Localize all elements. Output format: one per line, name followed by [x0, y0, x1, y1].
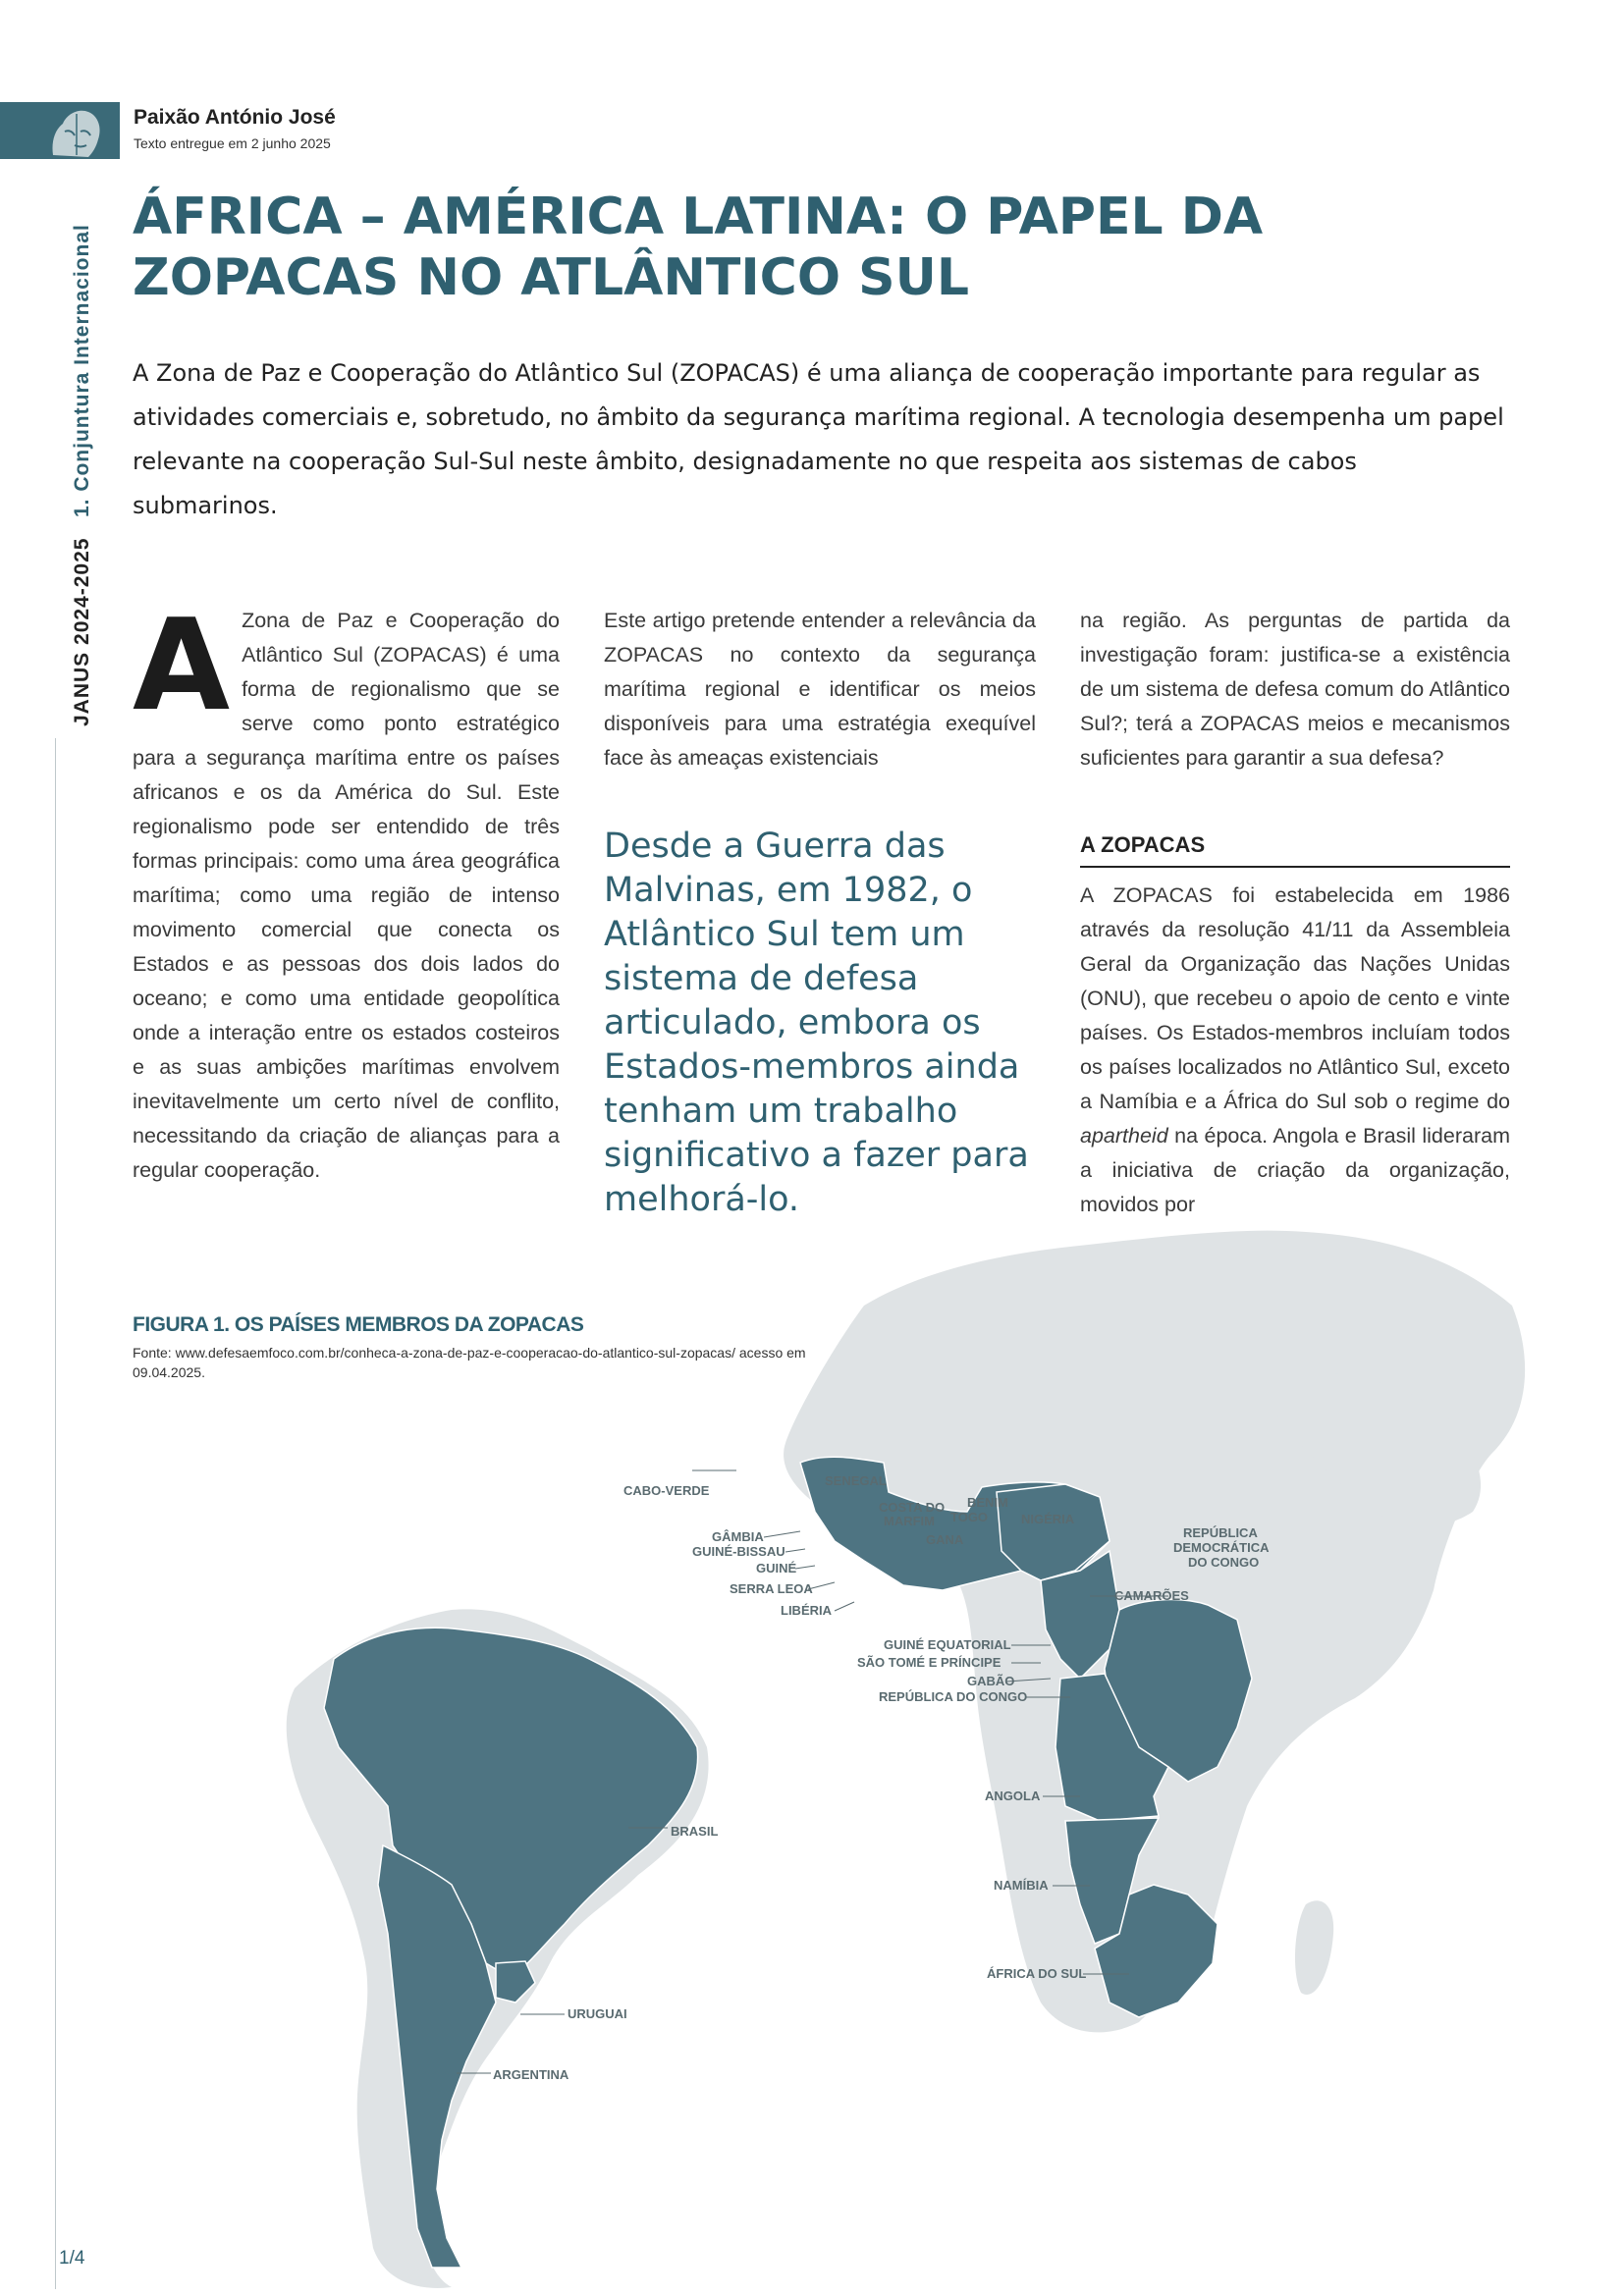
label-rep-congo: REPÚBLICA DO CONGO: [879, 1689, 1028, 1704]
label-costa-do: COSTA DO: [879, 1500, 946, 1515]
label-sao-tome: SÃO TOMÉ E PRÍNCIPE: [857, 1655, 1001, 1670]
label-benim: BENIM: [967, 1495, 1008, 1510]
label-marfim: MARFIM: [884, 1514, 935, 1528]
figure-title: FIGURA 1. OS PAÍSES MEMBROS DA ZOPACAS: [133, 1313, 584, 1336]
madagascar: [1295, 1900, 1333, 1995]
label-uruguai: URUGUAI: [568, 2006, 627, 2021]
page-number: 1/4: [59, 2248, 85, 2269]
section-name: 1. Conjuntura Internacional: [71, 224, 93, 518]
label-cabo-verde: CABO-VERDE: [623, 1483, 710, 1498]
janus-logo-icon: [45, 102, 108, 159]
label-togo: TOGO: [950, 1510, 989, 1524]
label-serra-leoa: SERRA LEOA: [730, 1581, 813, 1596]
section-heading: A ZOPACAS: [1080, 832, 1510, 868]
label-brasil: BRASIL: [671, 1824, 719, 1839]
label-camaroes: CAMARÕES: [1114, 1588, 1189, 1603]
body-column-1: [133, 593, 560, 1188]
label-senegal: SENEGAL: [825, 1473, 887, 1488]
body-text-3b: A ZOPACAS foi estabelecida em 1986 através da resolução 41/11 da Assembleia Geral da Organização das Nações Unidas (ONU), que recebeu o apoio de cento e vinte países. Os Estados-membros incluíam todos os países localizados no Atlântico Sul, exceto a Namíbia e a África do Sul sob o regime do: [1080, 883, 1510, 1113]
author-name: Paixão António José: [134, 106, 336, 129]
member-states: [324, 1457, 1252, 2268]
label-angola: ANGOLA: [985, 1789, 1041, 1803]
label-nigeria: NIGÉRIA: [1021, 1512, 1075, 1526]
figure-source: Fonte: www.defesaemfoco.com.br/conheca-a-zona-de-paz-e-cooperacao-do-atlantico-sul-zopacas/ acesso em 09.04.2025.: [133, 1345, 806, 1380]
drop-cap: A: [133, 593, 231, 739]
body-text-3c: na época. Angola e Brasil lideraram a iniciativa de criação da organização, movidos por: [1080, 1124, 1510, 1216]
italic-term: apartheid: [1080, 1124, 1168, 1148]
label-namibia: NAMÍBIA: [994, 1878, 1049, 1893]
label-rdc-2: DEMOCRÁTICA: [1173, 1540, 1270, 1555]
body-text-1: Zona de Paz e Cooperação do Atlântico Sul (ZOPACAS) é uma forma de regionalismo que se serve como ponto estratégico para a segurança marítima entre os países africanos e os da América do Sul. Este regionalismo pode ser entendido de três formas principais: como uma área geográfica marítima; como uma região de intenso movimento comercial que conecta os Estados e as pessoas dos dois lados do oceano; e como uma entidade geopolítica onde a interação entre os estados costeiros e as suas ambições marítimas envolvem inevitavelmente um certo nível de conflito, necessitando da criação de alianças para a regular cooperação.: [133, 609, 560, 1182]
body-column-3: na região. As perguntas de partida da investigação foram: justifica-se a existência de um sistema de defesa comum do Atlântico Sul?; terá a ZOPACAS meios e mecanismos suficientes para garantir a sua defesa?: [1080, 609, 1510, 770]
label-guine-bissau: GUINÉ-BISSAU: [692, 1544, 785, 1559]
delivery-date: Texto entregue em 2 junho 2025: [134, 135, 331, 151]
article-title: ÁFRICA – AMÉRICA LATINA: O PAPEL DA ZOPACAS NO ATLÂNTICO SUL: [133, 187, 1264, 307]
pull-quote: Desde a Guerra das Malvinas, em 1982, o Atlântico Sul tem um sistema de defesa articulado, embora os Estados-membros ainda tenham um trabalho significativo a fazer para melhorá-lo.: [604, 827, 1029, 1219]
label-gabao: GABÃO: [967, 1674, 1015, 1688]
label-guine: GUINÉ: [756, 1561, 797, 1575]
body-column-2: Este artigo pretende entender a relevância da ZOPACAS no contexto da segurança marítima regional e identificar os meios disponíveis para uma estratégia exequível face às ameaças existenciais: [604, 609, 1036, 770]
label-argentina: ARGENTINA: [493, 2067, 569, 2082]
label-gana: GANA: [926, 1532, 964, 1547]
article-lead: A Zona de Paz e Cooperação do Atlântico Sul (ZOPACAS) é uma aliança de cooperação importante para regular as atividades comerciais e, sobretudo, no âmbito da segurança marítima regional. A tecnologia desempenha um papel relevante na cooperação Sul-Sul neste âmbito, designadamente no que respeita aos sistemas de cabos submarinos.: [133, 359, 1504, 519]
label-rdc-3: DO CONGO: [1188, 1555, 1260, 1570]
label-rdc-1: REPÚBLICA: [1183, 1525, 1258, 1540]
label-guine-equatorial: GUINÉ EQUATORIAL: [884, 1637, 1011, 1652]
label-gambia: GÂMBIA: [712, 1529, 764, 1544]
label-liberia: LIBÉRIA: [781, 1603, 832, 1618]
sidebar-running-head: [71, 224, 94, 726]
body-column-3-continued: [1080, 879, 1510, 1222]
journal-name: JANUS 2024-2025: [71, 537, 93, 726]
label-africa-do-sul: ÁFRICA DO SUL: [987, 1966, 1087, 1981]
